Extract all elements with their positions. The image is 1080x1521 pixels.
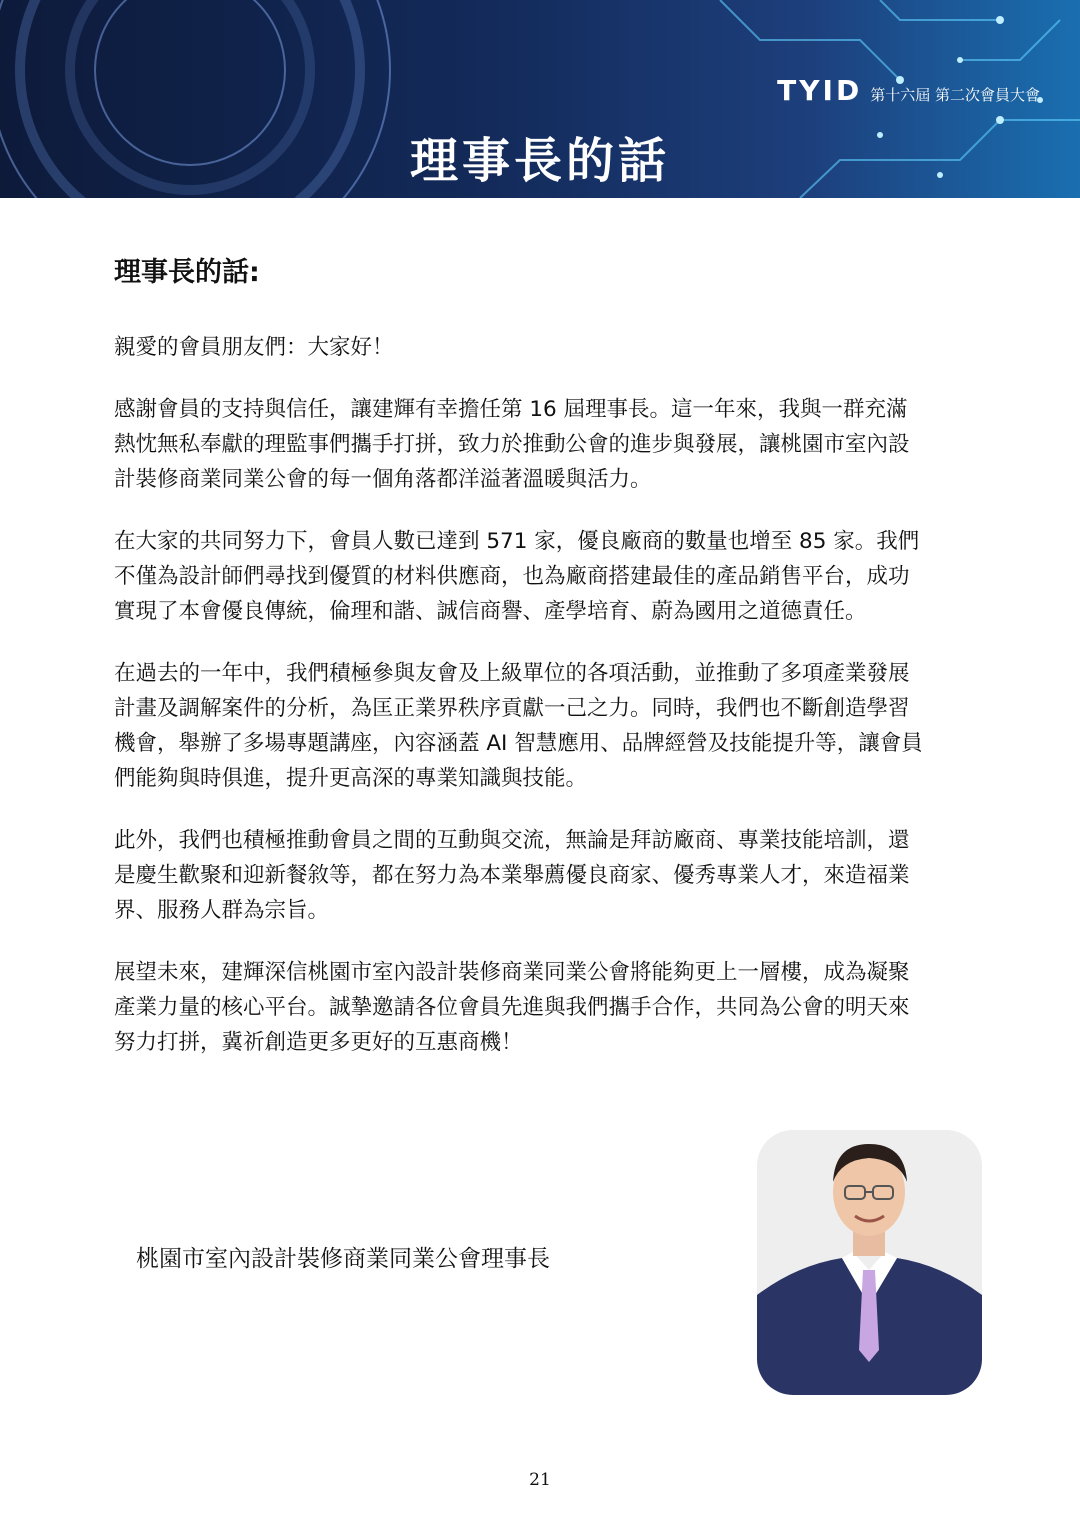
portrait-illustration	[757, 1130, 982, 1395]
body-paragraph: 在大家的共同努力下，會員人數已達到 571 家，優良廠商的數量也增至 85 家。我們不僅為設計師們尋找到優質的材料供應商，也為廠商搭建最佳的產品銷售平台，成功實現了本會優良傳統，倫理和諧、誠信商譽、產學培育、蔚為國用之道德責任。	[114, 529, 920, 624]
brand-logo-text: TYID	[777, 74, 863, 107]
header-brand	[777, 74, 1040, 107]
greeting-paragraph: 親愛的會員朋友們：大家好！	[114, 335, 394, 360]
chairman-portrait	[757, 1130, 982, 1395]
meeting-subtitle: 第十六屆 第二次會員大會	[870, 86, 1040, 104]
header-banner	[0, 0, 1080, 198]
body-paragraph: 展望未來，建輝深信桃園市室內設計裝修商業同業公會將能夠更上一層樓，成為凝聚產業力量的核心平台。誠摯邀請各位會員先進與我們攜手合作，共同為公會的明天來努力打拼，冀祈創造更多更好的互惠商機！	[114, 960, 910, 1055]
body-paragraph: 在過去的一年中，我們積極參與友會及上級單位的各項活動，並推動了多項產業發展計畫及調解案件的分析，為匡正業界秩序貢獻一己之力。同時，我們也不斷創造學習機會，舉辦了多場專題講座，內容涵蓋 AI 智慧應用、品牌經營及技能提升等，讓會員們能夠與時俱進，提升更高深的專業知識與技能。	[114, 661, 923, 791]
body-paragraph: 此外，我們也積極推動會員之間的互動與交流，無論是拜訪廠商、專業技能培訓，還是慶生歡聚和迎新餐敘等，都在努力為本業舉薦優良商家、優秀專業人才，來造福業界、服務人群為宗旨。	[114, 828, 910, 923]
signature-line: 桃園市室內設計裝修商業同業公會理事長	[136, 1246, 550, 1272]
body-paragraph: 感謝會員的支持與信任，讓建輝有幸擔任第 16 屆理事長。這一年來，我與一群充滿熱忱無私奉獻的理監事們攜手打拼，致力於推動公會的進步與發展，讓桃園市室內設計裝修商業同業公會的每一個角落都洋溢著溫暖與活力。	[114, 397, 910, 492]
letter-body	[114, 330, 924, 1087]
page-number: 21	[529, 1470, 551, 1490]
banner-title: 理事長的話	[409, 133, 670, 189]
section-heading: 理事長的話:	[114, 257, 260, 288]
